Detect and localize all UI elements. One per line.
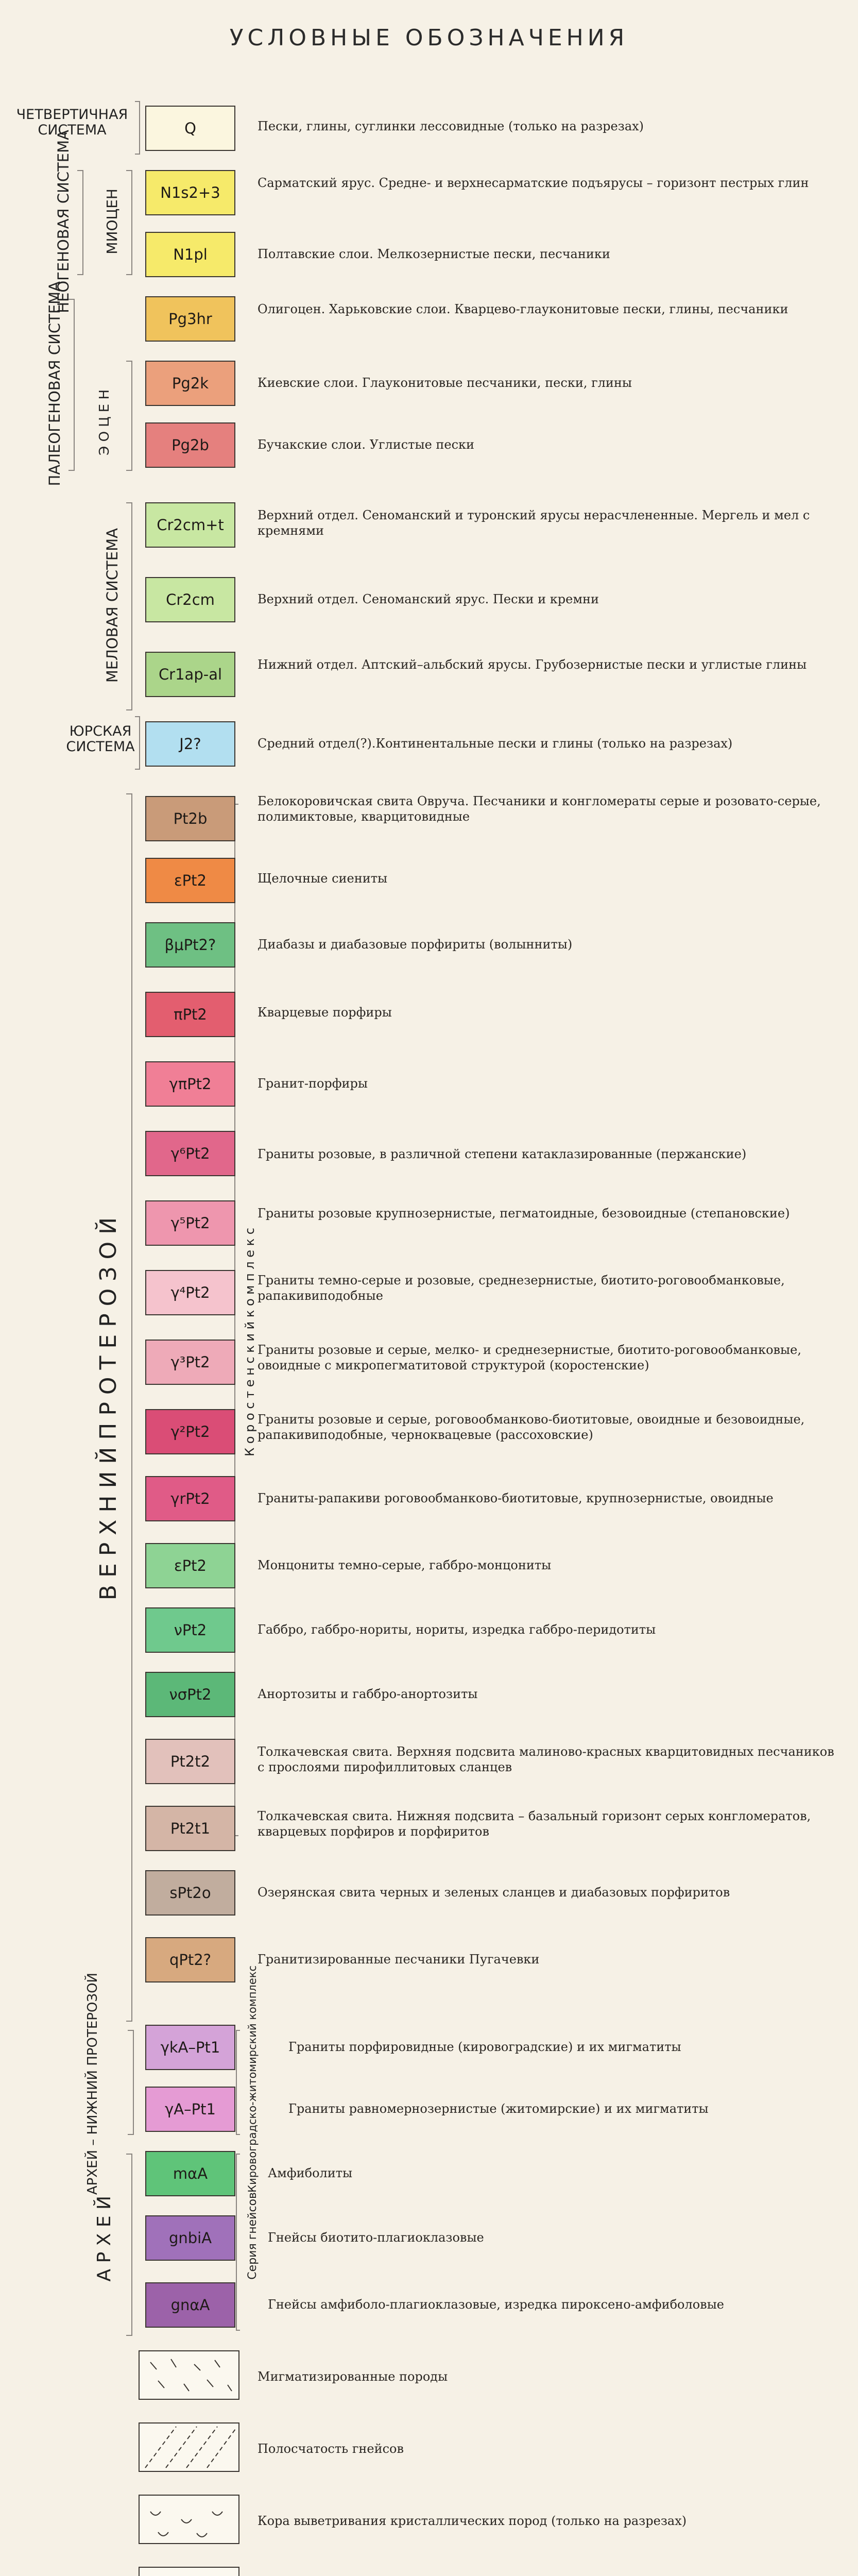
desc-granite-rapakivi: Граниты-рапакиви роговообманково-биотитовые, крупнозернистые, овоидные xyxy=(258,1491,774,1505)
bracket-jurassic xyxy=(135,716,140,770)
swatch-cenoman: Cr2cm xyxy=(145,577,235,622)
bracket-miocene xyxy=(126,170,132,275)
bracket-eocene xyxy=(126,361,132,471)
banding-pattern xyxy=(135,2419,243,2476)
swatch-ozeryanka: sPt2o xyxy=(145,1870,235,1916)
bracket-paleogene xyxy=(68,299,75,471)
desc-migmatized: Мигматизированные породы xyxy=(258,2369,448,2384)
swatch-sarmat: N1s2+3 xyxy=(145,170,235,215)
swatch-granite-perzhan: γ⁶Pt2 xyxy=(145,1131,235,1176)
desc-kiev: Киевские слои. Глауконитовые песчаники, пески, глины xyxy=(258,376,632,390)
desc-gneiss-amph: Гнейсы амфиболо-плагиоклазовые, изредка пироксено-амфиболовые xyxy=(268,2297,724,2312)
bracket-gneiss xyxy=(236,2154,240,2331)
desc-syenite: Щелочные сиениты xyxy=(258,871,388,886)
swatch-kirovograd: γkA–Pt1 xyxy=(145,2025,235,2070)
swatch-monzonite: εPt2 xyxy=(145,1543,235,1588)
desc-quartz-porphyry: Кварцевые порфиры xyxy=(258,1005,392,1020)
swatch-syenite: εPt2 xyxy=(145,858,235,903)
swatch-poltava: N1pl xyxy=(145,232,235,277)
label-miocene: МИОЦЕН xyxy=(104,189,121,255)
swatch-diabase: βμPt2? xyxy=(145,922,235,968)
label-paleogene: ПАЛЕОГЕНОВАЯ СИСТЕМА xyxy=(45,281,63,486)
desc-granite-perzhan: Граниты розовые, в различной степени катаклазированные (пержанские) xyxy=(258,1147,747,1161)
swatch-granite-dark: γ⁴Pt2 xyxy=(145,1270,235,1315)
swatch-gneiss-amph: gnαA xyxy=(145,2282,235,2328)
swatch-cenoman-turon: Cr2cm+t xyxy=(145,502,235,548)
desc-cenoman-turon: Верхний отдел. Сеноманский и туронский ярусы нерасчлененные. Мергель и мел с кремнями xyxy=(258,508,810,538)
desc-weathering: Кора выветривания кристаллических пород (только на разрезах) xyxy=(258,2514,687,2528)
desc-ozeryanka: Озерянская свита черных и зеленых сланцев и диабазовых порфиритов xyxy=(258,1885,730,1900)
migmatized-pattern xyxy=(135,2347,243,2403)
swatch-granite-stepanov: γ⁵Pt2 xyxy=(145,1200,235,1246)
bracket-kirovograd xyxy=(236,2030,240,2135)
swatch-ovruch: Pt2b xyxy=(145,796,235,841)
bracket-neogene xyxy=(77,170,83,275)
label-cretaceous: МЕЛОВАЯ СИСТЕМА xyxy=(103,528,121,683)
swatch-granite-rapakivi: γrPt2 xyxy=(145,1476,235,1521)
desc-granite-porphyry: Гранит-порфиры xyxy=(258,1076,368,1091)
desc-apt-alb: Нижний отдел. Аптский–альбский ярусы. Грубозернистые пески и углистые глины xyxy=(258,657,807,672)
desc-kharkov: Олигоцен. Харьковские слои. Кварцево-глауконитовые пески, глины, песчаники xyxy=(258,302,788,316)
label-kirovograd-complex: Кировоградско-житомирский комплекс xyxy=(246,1965,259,2193)
desc-ovruch: Белокоровичская свита Овруча. Песчаники и конгломераты серые и розовато-серые, полимиктовые, кварцитовидные xyxy=(258,794,821,824)
weathering-pattern xyxy=(135,2491,243,2548)
bracket-proterozoic xyxy=(126,793,132,2022)
desc-granite-stepanov: Граниты розовые крупнозернистые, пегматоидные, безовоидные (степановские) xyxy=(258,1206,790,1221)
swatch-granite-rasokh: γ²Pt2 xyxy=(145,1409,235,1454)
bracket-cretaceous xyxy=(126,502,132,710)
desc-sarmat: Сарматский ярус. Средне- и верхнесарматские подъярусы – горизонт пестрых глин xyxy=(258,176,809,190)
desc-diabase: Диабазы и диабазовые порфириты (волынниты) xyxy=(258,937,573,952)
desc-amphibolite: Амфиболиты xyxy=(268,2166,353,2180)
desc-poltava: Полтавские слои. Мелкозернистые пески, песчаники xyxy=(258,247,610,261)
desc-gneiss-biotite: Гнейсы биотито-плагиоклазовые xyxy=(268,2230,484,2245)
label-korosten-complex: К о р о с т е н с к и й к о м п л е к с xyxy=(243,1228,257,1456)
desc-buchak: Бучакские слои. Углистые пески xyxy=(258,437,475,452)
desc-anorthosite: Анортозиты и габбро-анортозиты xyxy=(258,1687,478,1701)
desc-granite-korosten: Граниты розовые и серые, мелко- и среднезернистые, биотито-роговообманковые, овоидные с микропегматитовой структурой (коростенские) xyxy=(258,1343,801,1372)
desc-tolkach-lower: Толкачевская свита. Нижняя подсвита – базальный горизонт серых конгломератов, кварцевых порфиров и порфиритов xyxy=(258,1809,811,1839)
label-archean-proterozoic: АРХЕЙ – НИЖНИЙ ПРОТЕРОЗОЙ xyxy=(85,1973,100,2195)
label-proterozoic: В Е Р Х Н И Й П Р О Т Е Р О З О Й xyxy=(95,1217,122,1601)
label-eocene: Э О Ц Е Н xyxy=(96,389,112,455)
desc-monzonite: Монцониты темно-серые, габбро-монцониты xyxy=(258,1558,552,1572)
swatch-gabbro: νPt2 xyxy=(145,1607,235,1653)
swatch-jurassic: J2? xyxy=(145,721,235,767)
swatch-kiev: Pg2k xyxy=(145,361,235,406)
desc-kirovograd: Граниты порфировидные (кировоградские) и их мигматиты xyxy=(288,2040,681,2054)
swatch-zhitomir: γA–Pt1 xyxy=(145,2087,235,2132)
swatch-apt-alb: Cr1ap-al xyxy=(145,652,235,697)
swatch-kharkov: Pg3hr xyxy=(145,296,235,342)
unconformity-symbol xyxy=(135,2563,243,2576)
desc-banding: Полосчатость гнейсов xyxy=(258,2442,404,2456)
desc-tolkach-upper: Толкачевская свита. Верхняя подсвита малиново-красных кварцитовидных песчаников с прослоями пирофиллитовых сланцев xyxy=(258,1744,834,1774)
label-quaternary: ЧЕТВЕРТИЧНАЯ СИСТЕМА xyxy=(16,107,128,138)
desc-granite-rasokh: Граниты розовые и серые, роговообманково-биотитовые, овоидные и безовоидные, рапакивиподобные, черноквацевые (рассоховские) xyxy=(258,1412,805,1442)
swatch-pugachev: qPt2? xyxy=(145,1937,235,1982)
desc-gabbro: Габбро, габбро-нориты, нориты, изредка габбро-перидотиты xyxy=(258,1622,656,1637)
desc-granite-dark: Граниты темно-серые и розовые, среднезернистые, биотито-роговообманковые, рапакивиподобные xyxy=(258,1273,785,1303)
label-gneiss-series: Серия гнейсов xyxy=(246,2192,259,2280)
desc-pugachev: Гранитизированные песчаники Пугачевки xyxy=(258,1952,540,1967)
swatch-tolkach-upper: Pt2t2 xyxy=(145,1739,235,1784)
swatch-quartz-porphyry: πPt2 xyxy=(145,992,235,1037)
swatch-anorthosite: νσPt2 xyxy=(145,1672,235,1717)
swatch-granite-porphyry: γπPt2 xyxy=(145,1061,235,1107)
swatch-granite-korosten: γ³Pt2 xyxy=(145,1340,235,1385)
label-archean: А Р Х Е Й xyxy=(94,2195,115,2282)
bracket-archean-proterozoic xyxy=(128,2030,134,2135)
bracket-archean xyxy=(126,2154,132,2336)
swatch-gneiss-biotite: gnbiA xyxy=(145,2215,235,2261)
bracket-quaternary xyxy=(135,101,140,155)
swatch-amphibolite: mαA xyxy=(145,2151,235,2196)
swatch-buchak: Pg2b xyxy=(145,422,235,468)
desc-zhitomir: Граниты равномернозернистые (житомирские) и их мигматиты xyxy=(288,2102,709,2116)
label-neogene: НЕОГЕНОВАЯ СИСТЕМА xyxy=(54,130,72,313)
label-jurassic: ЮРСКАЯ СИСТЕМА xyxy=(66,723,135,755)
legend-title: УСЛОВНЫЕ ОБОЗНАЧЕНИЯ xyxy=(229,25,629,51)
desc-quaternary: Пески, глины, суглинки лессовидные (только на разрезах) xyxy=(258,119,644,133)
swatch-quaternary: Q xyxy=(145,106,235,151)
swatch-tolkach-lower: Pt2t1 xyxy=(145,1806,235,1851)
desc-jurassic: Средний отдел(?).Континентальные пески и глины (только на разрезах) xyxy=(258,736,733,751)
desc-cenoman: Верхний отдел. Сеноманский ярус. Пески и кремни xyxy=(258,592,599,606)
